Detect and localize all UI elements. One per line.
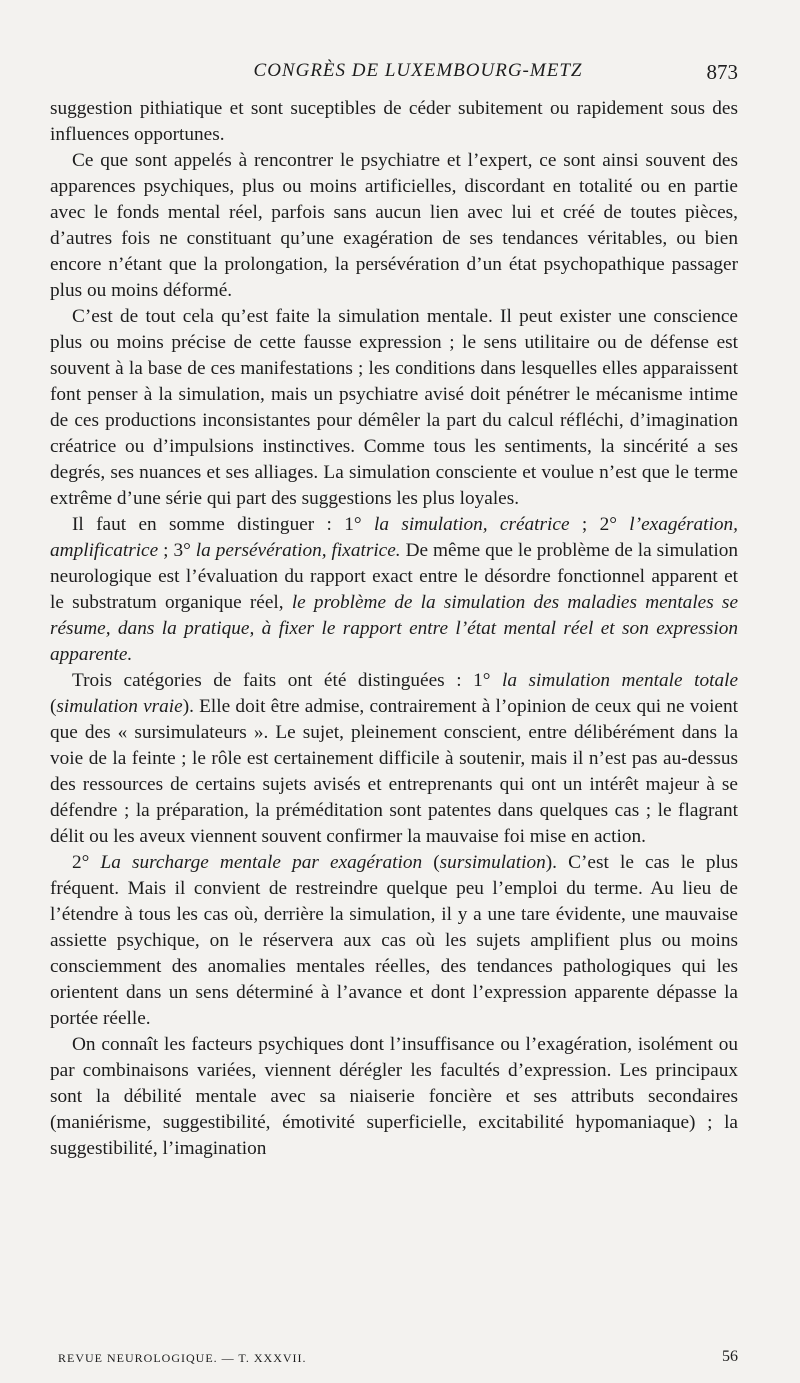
italic-run: la persévération, fixatrice. bbox=[195, 540, 401, 561]
paragraph bbox=[50, 148, 738, 304]
text-run: Trois catégories de faits ont été distinguées : 1° bbox=[72, 670, 503, 691]
paragraph bbox=[50, 850, 738, 1032]
signature-mark: 56 bbox=[722, 1348, 738, 1365]
running-title: CONGRÈS DE LUXEMBOURG-METZ bbox=[253, 60, 583, 81]
text-run: ). Elle doit être admise, contrairement à l’opinion de ceux qui ne voient que des « sursimulateurs ». Le sujet, pleinement conscient, entre délibérément dans la voie de la feinte ; le rôle est certainement difficile à soutenir, mais il n’est pas au-dessus des ressources de certains sujets avisés et entreprenants qui ont un intérêt majeur à se défendre ; la préparation, la préméditation sont patentes dans quelques cas ; le flagrant délit ou les aveux viennent souvent confirmer la mauvaise foi mise en action. bbox=[50, 696, 738, 847]
running-header bbox=[98, 52, 738, 86]
text-run: 2° bbox=[72, 852, 101, 873]
italic-run: la simulation, créatrice bbox=[373, 514, 570, 535]
italic-run: simulation vraie bbox=[56, 696, 183, 717]
text-run: De même que le problème de la simulation neurologique est l’évaluation du rapport exact entre le désordre fonctionnel apparent et le substratum organique réel, bbox=[50, 540, 739, 613]
text-run: ; 3° bbox=[158, 540, 196, 561]
text-run: ; 2° bbox=[569, 514, 630, 535]
text-run: ( bbox=[422, 852, 440, 873]
text-run: On connaît les facteurs psychiques dont l’insuffisance ou l’exagération, isolément ou par combinaisons variées, viennent dérégler les facultés d’expression. Les principaux sont la débilité mentale avec sa niaiserie foncière et ses attributs secondaires (maniérisme, suggestibilité, émotivité superficielle, excitabilité hypomaniaque) ; la suggestibilité, l’imagination bbox=[50, 1034, 738, 1159]
paragraph bbox=[50, 304, 738, 512]
text-run: ( bbox=[50, 696, 57, 717]
italic-run: sursimulation bbox=[439, 852, 546, 873]
italic-run: la simulation mentale totale bbox=[502, 670, 738, 691]
text-run: Ce que sont appelés à rencontrer le psychiatre et l’expert, ce sont ainsi souvent des apparences psychiques, plus ou moins artificielles, discordant en totalité ou en partie avec le fonds mental réel, parfois sans aucun lien avec lui et créé de toutes pièces, d’autres fois ne constituant qu’une exagération de ses tendances véritables, ou bien encore n’étant que la prolongation, la persévération d’un état psychopathique passager plus ou moins déformé. bbox=[50, 150, 738, 301]
text-run: Il faut en somme distinguer : 1° bbox=[72, 514, 374, 535]
body-text bbox=[50, 96, 738, 1162]
italic-run: le problème de la simulation des maladies mentales se résume, dans la pratique, à fixer le rapport entre l’état mental réel et son expression apparente. bbox=[50, 592, 738, 665]
paragraph bbox=[50, 1032, 738, 1162]
text-run: suggestion pithiatique et sont suceptibles de céder subitement ou rapidement sous des influences opportunes. bbox=[50, 98, 738, 145]
paragraph bbox=[50, 96, 738, 148]
page-number: 873 bbox=[706, 60, 738, 84]
italic-run: l’exagération, amplificatrice bbox=[50, 514, 738, 561]
text-run: C’est de tout cela qu’est faite la simulation mentale. Il peut exister une conscience plus ou moins précise de cette fausse expression ; le sens utilitaire ou de défense est souvent à la base de ces manifestations ; les conditions dans lesquelles elles apparaissent font penser à la simulation, mais un psychiatre avisé doit pénétrer le mécanisme intime de ces productions inconsistantes pour démêler la part du calcul réfléchi, d’imagination créatrice ou d’impulsions instinctives. Comme tous les sentiments, la sincérité a ses degrés, ses nuances et ses alliages. La simulation consciente et voulue n’est que le terme extrême d’une série qui part des suggestions les plus loyales. bbox=[50, 306, 738, 509]
journal-reference: REVUE NEUROLOGIQUE. — T. XXXVII. bbox=[58, 1351, 307, 1365]
paragraph bbox=[50, 512, 738, 668]
paragraph bbox=[50, 668, 738, 850]
italic-run: La surcharge mentale par exagération bbox=[100, 852, 423, 873]
text-run: ). C’est le cas le plus fréquent. Mais il convient de restreindre quelque peu l’emploi du terme. Au lieu de l’étendre à tous les cas où, derrière la simulation, il y a une tare évidente, une mauvaise assiette psychique, on le réservera aux cas où les sujets amplifient plus ou moins consciemment des anomalies mentales réelles, des tendances pathologiques qui les orientent dans un sens déterminé à l’avance et dont l’expression apparente dépasse la portée réelle. bbox=[50, 852, 738, 1029]
